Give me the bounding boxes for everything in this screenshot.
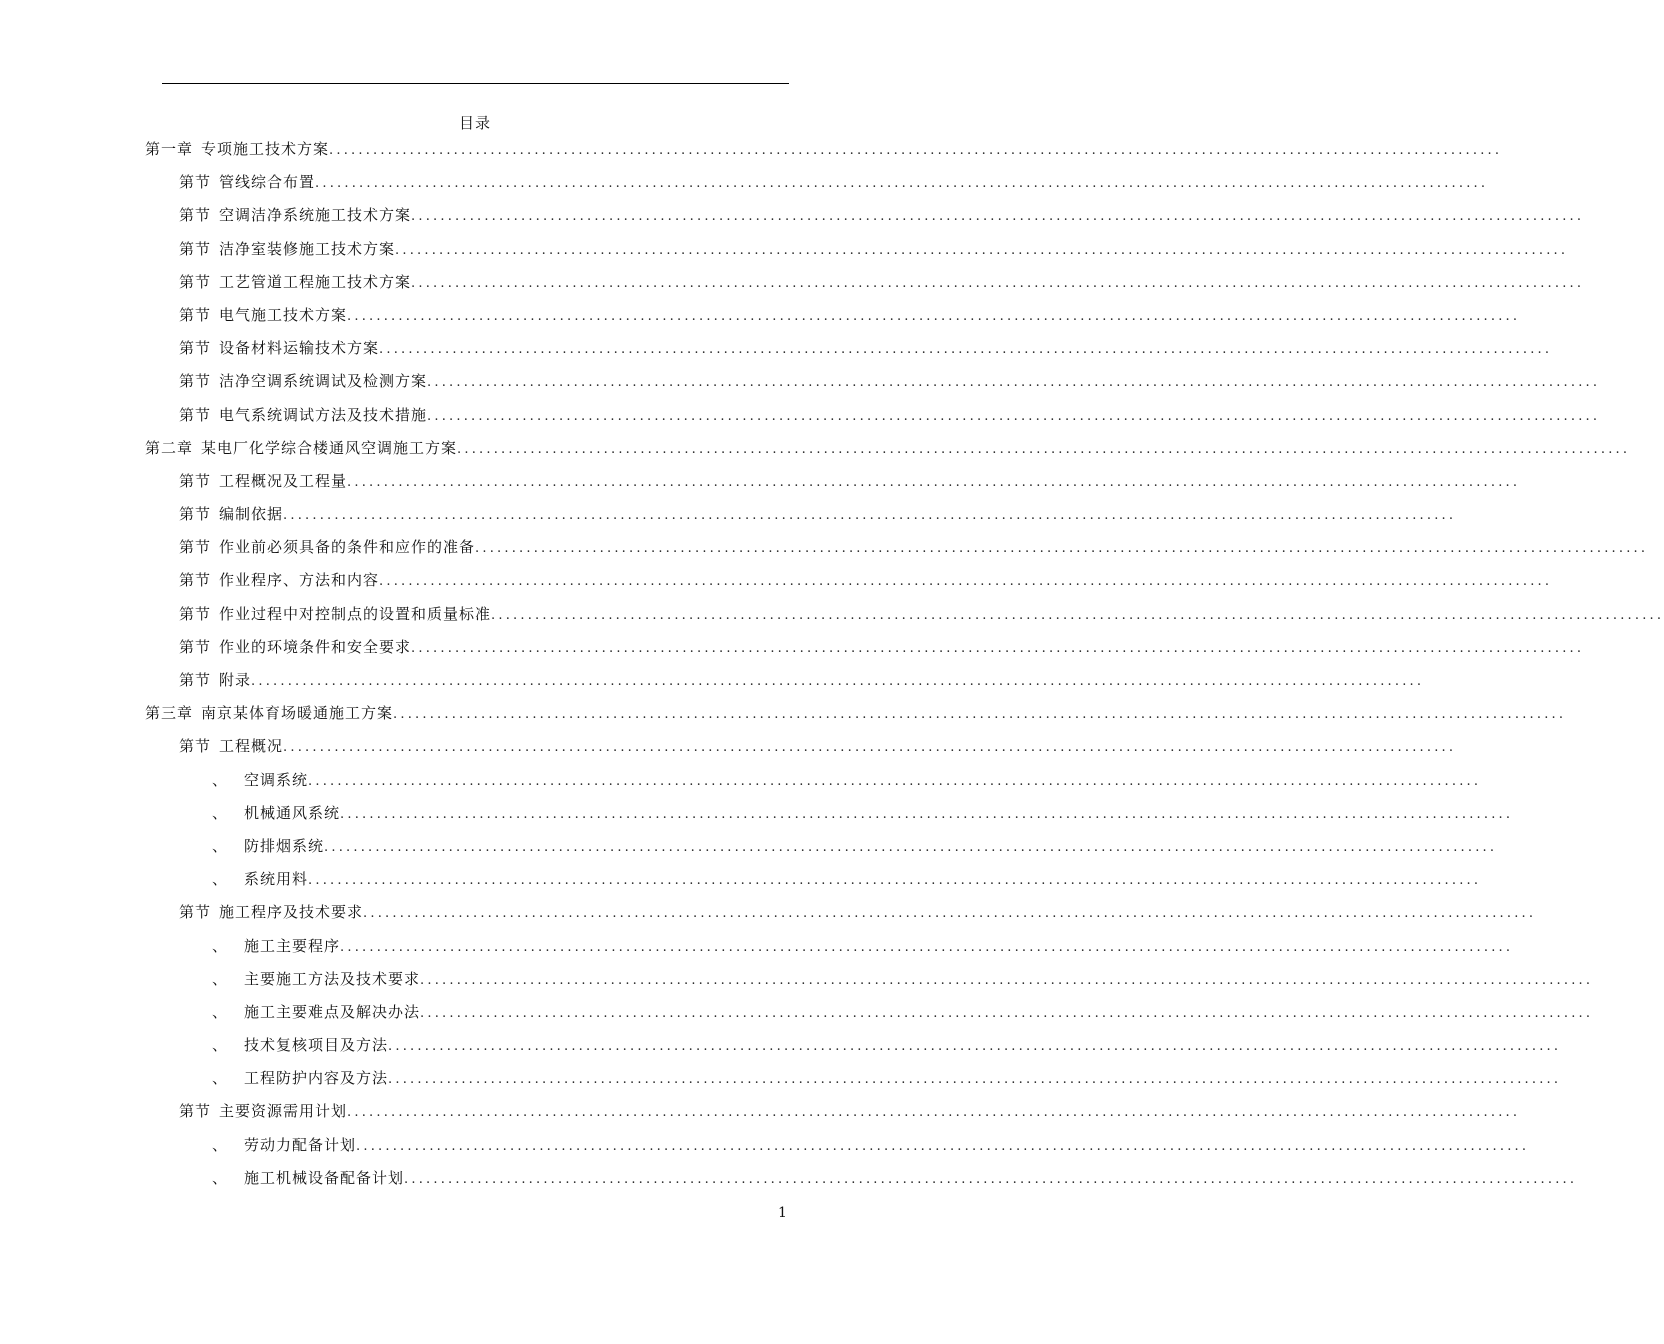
toc-entry[interactable]	[0, 1130, 1530, 1163]
toc-entry-label: 、	[212, 969, 229, 988]
toc-entry[interactable]	[0, 897, 1537, 930]
toc-entry[interactable]	[0, 1063, 1562, 1096]
toc-entry-text: 附录	[219, 671, 252, 689]
toc-entry[interactable]	[0, 1096, 1521, 1129]
dot-leader: ................................................................................................................................................................	[308, 873, 1482, 889]
toc-entry-label: 第一章	[145, 140, 194, 158]
toc-entry-label: 、	[212, 1036, 229, 1055]
toc-entry-label: 、	[212, 1135, 229, 1154]
toc-entry[interactable]	[0, 466, 1521, 499]
toc-entry[interactable]	[0, 333, 1553, 366]
toc-entry-text: 技术复核项目及方法	[244, 1036, 389, 1055]
toc-entry-text: 系统用料	[244, 870, 309, 889]
toc-entry-text: 施工主要难点及解决办法	[244, 1002, 421, 1021]
dot-leader: ................................................................................................................................................................	[427, 408, 1601, 424]
dot-leader: ................................................................................................................................................................	[388, 1072, 1562, 1088]
toc-entry-label: 第节	[179, 737, 212, 756]
toc-entry[interactable]	[0, 665, 1425, 698]
toc-entry[interactable]	[0, 400, 1601, 433]
toc-entry[interactable]	[0, 300, 1521, 333]
toc-entry-label: 第节	[179, 339, 212, 358]
dot-leader: ................................................................................................................................................................	[315, 176, 1489, 192]
toc-entry-text: 施工主要程序	[244, 936, 341, 955]
dot-leader: ................................................................................................................................................................	[340, 939, 1514, 955]
toc-entry-text: 施工机械设备配备计划	[244, 1168, 405, 1187]
toc-entry-label: 第节	[179, 903, 212, 922]
toc-entry[interactable]	[0, 765, 1482, 798]
dot-leader: ................................................................................................................................................................	[411, 640, 1585, 656]
dot-leader: ................................................................................................................................................................	[379, 342, 1553, 358]
toc-entry-label: 、	[212, 1168, 229, 1187]
dot-leader: ................................................................................................................................................................	[411, 275, 1585, 291]
toc-entry[interactable]	[0, 134, 1503, 167]
toc-list	[0, 134, 1664, 1196]
toc-entry-label: 第节	[179, 571, 212, 590]
toc-entry-label: 第节	[179, 239, 212, 258]
toc-entry-label: 、	[212, 936, 229, 955]
dot-leader: ................................................................................................................................................................	[491, 607, 1664, 623]
header-rule	[162, 83, 789, 84]
dot-leader: ................................................................................................................................................................	[283, 508, 1457, 524]
toc-entry-label: 第节	[179, 471, 212, 490]
toc-entry[interactable]	[0, 599, 1664, 632]
toc-entry-text: 空调洁净系统施工技术方案	[219, 206, 412, 225]
toc-entry-label: 第节	[179, 173, 212, 192]
toc-entry-text: 工程概况及工程量	[219, 471, 348, 490]
toc-entry-text: 洁净室装修施工技术方案	[219, 239, 396, 258]
toc-entry-text: 作业前必须具备的条件和应作的准备	[219, 538, 476, 557]
toc-entry[interactable]	[0, 267, 1585, 300]
toc-entry-text: 施工程序及技术要求	[219, 903, 364, 922]
toc-entry[interactable]	[0, 167, 1489, 200]
toc-entry-label: 、	[212, 1069, 229, 1088]
toc-entry-text: 主要资源需用计划	[219, 1102, 348, 1121]
toc-entry-label: 、	[212, 870, 229, 889]
toc-entry-text: 编制依据	[219, 505, 284, 524]
toc-entry-label: 第节	[179, 505, 212, 524]
page-number: 1	[778, 1205, 787, 1221]
dot-leader: ................................................................................................................................................................	[308, 773, 1482, 789]
toc-entry-text: 南京某体育场暖通施工方案	[201, 704, 394, 723]
toc-entry[interactable]	[0, 499, 1457, 532]
dot-leader: ................................................................................................................................................................	[388, 1039, 1562, 1055]
dot-leader: ................................................................................................................................................................	[347, 1105, 1521, 1121]
dot-leader: ................................................................................................................................................................	[420, 972, 1594, 988]
toc-entry-text: 管线综合布置	[219, 173, 316, 192]
toc-entry-label: 第二章	[145, 438, 194, 457]
toc-entry[interactable]	[0, 831, 1498, 864]
toc-entry[interactable]	[0, 366, 1601, 399]
toc-entry-label: 、	[212, 1002, 229, 1021]
dot-leader: ................................................................................................................................................................	[356, 1138, 1530, 1154]
toc-entry[interactable]	[0, 864, 1482, 897]
toc-entry[interactable]	[0, 931, 1514, 964]
toc-entry-label: 第节	[179, 671, 212, 689]
dot-leader: ................................................................................................................................................................	[379, 574, 1553, 590]
toc-entry-text: 作业程序、方法和内容	[219, 571, 380, 590]
toc-entry-text: 设备材料运输技术方案	[219, 339, 380, 358]
dot-leader: ................................................................................................................................................................	[457, 441, 1631, 457]
dot-leader: ................................................................................................................................................................	[347, 308, 1521, 324]
toc-entry[interactable]	[0, 798, 1514, 831]
toc-entry-label: 第节	[179, 637, 212, 656]
toc-entry-label: 第节	[179, 272, 212, 291]
dot-leader: ................................................................................................................................................................	[283, 740, 1457, 756]
toc-entry[interactable]	[0, 1163, 1578, 1196]
toc-entry[interactable]	[0, 964, 1594, 997]
toc-entry-label: 第节	[179, 372, 212, 391]
dot-leader: ................................................................................................................................................................	[475, 541, 1649, 557]
toc-entry-text: 空调系统	[244, 770, 309, 789]
toc-entry-text: 电气施工技术方案	[219, 305, 348, 324]
toc-entry[interactable]	[0, 565, 1553, 598]
toc-entry-text: 专项施工技术方案	[201, 140, 330, 158]
dot-leader: ................................................................................................................................................................	[340, 806, 1514, 822]
toc-entry-text: 主要施工方法及技术要求	[244, 969, 421, 988]
toc-entry-text: 劳动力配备计划	[244, 1135, 357, 1154]
toc-entry-label: 、	[212, 770, 229, 789]
dot-leader: ................................................................................................................................................................	[251, 674, 1425, 689]
toc-entry-text: 作业的环境条件和安全要求	[219, 637, 412, 656]
dot-leader: ................................................................................................................................................................	[324, 839, 1498, 855]
toc-entry-text: 机械通风系统	[244, 803, 341, 822]
toc-entry-text: 工程概况	[219, 737, 284, 756]
toc-title: 目录	[458, 114, 491, 132]
toc-entry-label: 第节	[179, 305, 212, 324]
toc-entry[interactable]	[0, 997, 1594, 1030]
toc-entry[interactable]	[0, 234, 1569, 267]
dot-leader: ................................................................................................................................................................	[347, 474, 1521, 490]
dot-leader: ................................................................................................................................................................	[395, 242, 1569, 258]
dot-leader: ................................................................................................................................................................	[393, 707, 1567, 723]
toc-entry[interactable]	[0, 433, 1631, 466]
dot-leader: ................................................................................................................................................................	[363, 906, 1537, 922]
toc-entry-text: 洁净空调系统调试及检测方案	[219, 372, 428, 391]
dot-leader: ................................................................................................................................................................	[404, 1171, 1578, 1187]
toc-entry[interactable]	[0, 698, 1567, 731]
toc-entry-text: 某电厂化学综合楼通风空调施工方案	[201, 438, 458, 457]
toc-entry-label: 、	[212, 836, 229, 855]
toc-entry[interactable]	[0, 632, 1585, 665]
dot-leader: ................................................................................................................................................................	[411, 209, 1585, 225]
dot-leader: ................................................................................................................................................................	[427, 375, 1601, 391]
toc-entry-label: 、	[212, 803, 229, 822]
toc-entry-text: 工艺管道工程施工技术方案	[219, 272, 412, 291]
toc-entry-label: 第节	[179, 538, 212, 557]
toc-entry[interactable]	[0, 200, 1585, 233]
toc-entry-text: 电气系统调试方法及技术措施	[219, 405, 428, 424]
toc-entry-label: 第节	[179, 1102, 212, 1121]
toc-entry-text: 工程防护内容及方法	[244, 1069, 389, 1088]
toc-entry-text: 防排烟系统	[244, 836, 325, 855]
toc-entry-label: 第三章	[145, 704, 194, 723]
toc-entry-label: 第节	[179, 604, 212, 623]
dot-leader: ................................................................................................................................................................	[329, 143, 1503, 158]
dot-leader: ................................................................................................................................................................	[420, 1005, 1594, 1021]
toc-entry-text: 作业过程中对控制点的设置和质量标准	[219, 604, 492, 623]
toc-entry-label: 第节	[179, 405, 212, 424]
toc-entry[interactable]	[0, 532, 1649, 565]
toc-entry[interactable]	[0, 1030, 1562, 1063]
toc-entry-label: 第节	[179, 206, 212, 225]
toc-entry[interactable]	[0, 731, 1457, 764]
